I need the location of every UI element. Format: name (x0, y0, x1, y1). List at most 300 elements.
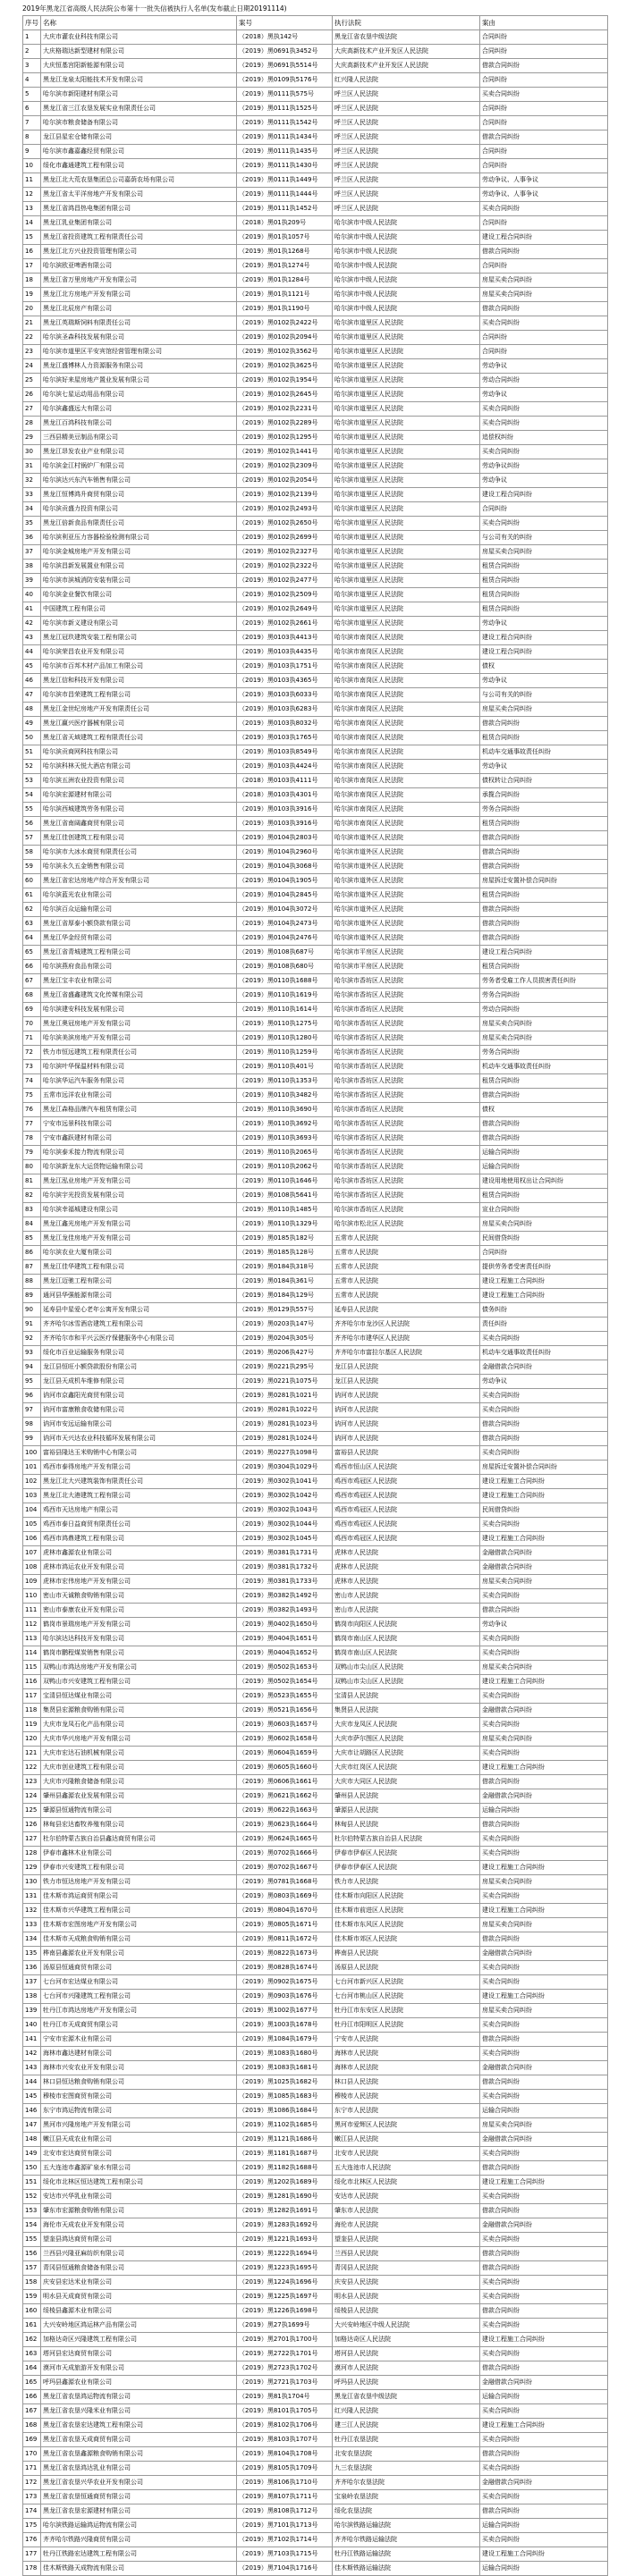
case-number-cell: （2019）黑0185执182号 (237, 1232, 333, 1246)
court-cell: 绥化市北林区人民法院 (333, 2176, 480, 2190)
company-name-cell: 黑龙江佳创建筑工程有限公司 (41, 831, 237, 846)
table-row (23, 2190, 608, 2204)
case-number-cell: （2019）黑1282执1691号 (237, 2204, 333, 2218)
row-number-cell: 110 (23, 1589, 41, 1604)
company-name-cell: 密山市泰康农业开发有限公司 (41, 1604, 237, 1618)
court-cell: 哈尔滨市道里区人民法院 (333, 502, 480, 517)
case-number-cell: （2019）黑0102执2661号 (237, 617, 333, 631)
court-cell: 密山市人民法院 (333, 1604, 480, 1618)
table-row (23, 1775, 608, 1789)
cause-cell: 债权 (480, 1103, 608, 1117)
company-name-cell: 哈尔滨市新阳建材有限公司 (41, 88, 237, 102)
court-cell: 哈尔滨市道里区人民法院 (333, 374, 480, 388)
table-row (23, 674, 608, 688)
cause-cell: 建设工程施工合同纠纷 (480, 2176, 608, 2190)
row-number-cell: 46 (23, 674, 41, 688)
court-cell: 黑龙江省农垦中级法院 (333, 30, 480, 45)
court-cell: 牡丹江市东安区人民法院 (333, 2004, 480, 2018)
case-number-cell: （2019）黑1025执1682号 (237, 2075, 333, 2090)
case-number-cell: （2019）黑0111执1452号 (237, 202, 333, 216)
table-row (23, 2433, 608, 2447)
cause-cell: 租赁合同纠纷 (480, 574, 608, 588)
case-number-cell: （2019）黑0110执3482号 (237, 1089, 333, 1103)
row-number-cell: 135 (23, 1947, 41, 1961)
cause-cell: 买卖合同纠纷 (480, 316, 608, 331)
company-name-cell: 齐齐哈尔冰雪酒店建筑工程有限公司 (41, 1317, 237, 1332)
row-number-cell: 61 (23, 888, 41, 903)
table-row (23, 2161, 608, 2176)
case-number-cell: （2019）黑0102执2493号 (237, 502, 333, 517)
cause-cell: 买卖合同纠纷 (480, 1975, 608, 1990)
court-cell: 哈尔滨市平房区人民法院 (333, 946, 480, 960)
case-number-cell: （2019）黑0103执1751号 (237, 660, 333, 674)
cause-cell: 运输合同纠纷 (480, 2562, 608, 2576)
case-number-cell: （2019）黑7102执1714号 (237, 2533, 333, 2547)
cause-cell: 合同纠纷 (480, 159, 608, 173)
company-name-cell: 哈尔滨蓝光农业有限公司 (41, 888, 237, 903)
cause-cell: 借款合同纠纷 (480, 1418, 608, 1432)
court-cell: 鹤岗市向阳区人民法院 (333, 1618, 480, 1632)
cause-cell: 提供劳务者受害责任纠纷 (480, 1260, 608, 1275)
cause-cell: 劳务合同纠纷 (480, 803, 608, 817)
table-row (23, 1160, 608, 1174)
row-number-cell: 150 (23, 2161, 41, 2176)
row-number-cell: 175 (23, 2519, 41, 2533)
company-name-cell: 黑龙江英瑞斯饲料有限责任公司 (41, 316, 237, 331)
row-number-cell: 155 (23, 2233, 41, 2247)
row-number-cell: 115 (23, 1661, 41, 1675)
case-number-cell: （2019）黑0110执3692号 (237, 1117, 333, 1132)
table-row (23, 1089, 608, 1103)
case-number-cell: （2019）黑0184执129号 (237, 1289, 333, 1303)
cause-cell: 劳务合同纠纷 (480, 989, 608, 1003)
company-name-cell: 黑龙江省农垦鸿运物流有限公司 (41, 2390, 237, 2404)
table-row (23, 1174, 608, 1189)
court-cell: 哈尔滨市道里区人民法院 (333, 531, 480, 545)
row-number-cell: 52 (23, 760, 41, 774)
cause-cell: 借款合同纠纷 (480, 59, 608, 73)
cause-cell: 买卖合同纠纷 (480, 2533, 608, 2547)
row-number-cell: 69 (23, 1003, 41, 1017)
header-cause: 案由 (480, 16, 608, 30)
row-number-cell: 102 (23, 1475, 41, 1489)
case-number-cell: （2019）黑0281执1024号 (237, 1432, 333, 1446)
row-number-cell: 4 (23, 73, 41, 88)
table-row (23, 1303, 608, 1317)
table-row (23, 2204, 608, 2218)
row-number-cell: 112 (23, 1618, 41, 1632)
cause-cell: 运输合同纠纷 (480, 1146, 608, 1160)
table-row (23, 2319, 608, 2333)
table-row (23, 130, 608, 145)
court-cell: 绥化农垦法院 (333, 2504, 480, 2519)
case-number-cell: （2019）黑8102执1706号 (237, 2419, 333, 2433)
table-row (23, 88, 608, 102)
court-cell: 集贤县人民法院 (333, 1704, 480, 1718)
cause-cell: 金融借款合同纠纷 (480, 2376, 608, 2390)
case-number-cell: （2019）黑0111执575号 (237, 88, 333, 102)
cause-cell: 运输合同纠纷 (480, 1160, 608, 1174)
row-number-cell: 39 (23, 574, 41, 588)
case-number-cell: （2019）黑0302执1044号 (237, 1518, 333, 1532)
court-cell: 哈尔滨市香坊区人民法院 (333, 1189, 480, 1203)
court-cell: 讷河市人民法院 (333, 1389, 480, 1403)
row-number-cell: 19 (23, 288, 41, 302)
company-name-cell: 鹤岗市景瑞房地产开发有限公司 (41, 1618, 237, 1632)
cause-cell: 劳务者受雇工作人员损害责任纠纷 (480, 974, 608, 989)
row-number-cell: 80 (23, 1160, 41, 1174)
company-name-cell: 哈尔滨宇光投资发展有限公司 (41, 1189, 237, 1203)
company-name-cell: 哈尔滨贡盛力投资有限公司 (41, 502, 237, 517)
court-cell: 哈尔滨市南岗区人民法院 (333, 660, 480, 674)
company-name-cell: 鸡西市泰得房地产开发有限公司 (41, 1461, 237, 1475)
table-row (23, 1217, 608, 1232)
cause-cell: 借款合同纠纷 (480, 302, 608, 316)
case-number-cell: （2019）黑0102执2477号 (237, 574, 333, 588)
cause-cell: 建设工程施工合同纠纷 (480, 1532, 608, 1546)
case-number-cell: （2019）黑0903执1676号 (237, 1990, 333, 2004)
table-row (23, 1747, 608, 1761)
case-number-cell: （2019）黑81执1704号 (237, 2390, 333, 2404)
table-row (23, 1961, 608, 1975)
case-number-cell: （2019）黑2721执1703号 (237, 2376, 333, 2390)
cause-cell: 买卖合同纠纷 (480, 202, 608, 216)
row-number-cell: 64 (23, 931, 41, 946)
court-cell: 北安市人民法院 (333, 2147, 480, 2161)
case-number-cell: （2019）黑8107执1711号 (237, 2490, 333, 2504)
row-number-cell: 62 (23, 903, 41, 917)
case-number-cell: （2019）黑0111执1435号 (237, 145, 333, 159)
company-name-cell: 绥化市北林区恒达建筑工程有限公司 (41, 2176, 237, 2190)
company-name-cell: 林口县恒达粮食购销有限公司 (41, 2075, 237, 2090)
court-cell: 牡丹江农垦法院 (333, 2433, 480, 2447)
cause-cell: 合同纠纷 (480, 345, 608, 359)
row-number-cell: 139 (23, 2004, 41, 2018)
row-number-cell: 116 (23, 1675, 41, 1689)
row-number-cell: 124 (23, 1789, 41, 1804)
case-number-cell: （2019）黑0110执2062号 (237, 1160, 333, 1174)
case-number-cell: （2019）黑01执1190号 (237, 302, 333, 316)
cause-cell: 借款合同纠纷 (480, 1089, 608, 1103)
company-name-cell: 哈尔滨荣昌农业开发有限公司 (41, 645, 237, 660)
case-number-cell: （2019）黑1224执1696号 (237, 2276, 333, 2290)
company-name-cell: 伊春市鑫林木业有限公司 (41, 1847, 237, 1861)
row-number-cell: 59 (23, 860, 41, 874)
company-name-cell: 黑龙江省万里房地产开发有限公司 (41, 274, 237, 288)
row-number-cell: 28 (23, 417, 41, 431)
company-name-cell: 大庆市龙凤石化产品有限公司 (41, 1718, 237, 1732)
row-number-cell: 109 (23, 1575, 41, 1589)
header-name: 名称 (41, 16, 237, 30)
table-row (23, 1317, 608, 1332)
table-row (23, 2547, 608, 2562)
cause-cell: 责任纠纷 (480, 1317, 608, 1332)
court-cell: 哈尔滨市南岗区人民法院 (333, 774, 480, 788)
company-name-cell: 黑龙江龙泉太阳能技术开发有限公司 (41, 73, 237, 88)
header-no: 序号 (23, 16, 41, 30)
case-number-cell: （2019）黑0302执1042号 (237, 1489, 333, 1503)
company-name-cell: 齐齐哈尔铁路兴隆商贸有限公司 (41, 2533, 237, 2547)
table-row (23, 259, 608, 274)
table-row (23, 431, 608, 445)
cause-cell: 合同纠纷 (480, 1246, 608, 1260)
table-row (23, 1675, 608, 1689)
court-cell: 哈尔滨市道里区人民法院 (333, 560, 480, 574)
table-row (23, 1246, 608, 1260)
row-number-cell: 106 (23, 1532, 41, 1546)
table-row (23, 774, 608, 788)
table-row (23, 1275, 608, 1289)
table-row (23, 2347, 608, 2361)
row-number-cell: 73 (23, 1060, 41, 1074)
case-number-cell: （2019）黑0110执1259号 (237, 1046, 333, 1060)
table-row (23, 631, 608, 645)
table-row (23, 202, 608, 216)
row-number-cell: 14 (23, 216, 41, 231)
company-name-cell: 黑龙江倍新食品有限责任公司 (41, 517, 237, 531)
case-number-cell: （2019）黑0108执687号 (237, 946, 333, 960)
table-row (23, 331, 608, 345)
row-number-cell: 48 (23, 703, 41, 717)
court-cell: 伊春市伊春区人民法院 (333, 1861, 480, 1875)
court-cell: 宝清县人民法院 (333, 1689, 480, 1704)
company-name-cell: 黑龙江森格品牌汽车租赁有限公司 (41, 1103, 237, 1117)
cause-cell: 买卖合同纠纷 (480, 445, 608, 459)
company-name-cell: 大庆市宏达石油机械有限公司 (41, 1747, 237, 1761)
case-number-cell: （2019）黑0227执1098号 (237, 1446, 333, 1461)
case-number-cell: （2019）黑0622执1663号 (237, 1804, 333, 1818)
table-row (23, 974, 608, 989)
court-cell: 哈尔滨市道里区人民法院 (333, 574, 480, 588)
header-court: 执行法院 (333, 16, 480, 30)
court-cell: 哈尔滨市南岗区人民法院 (333, 703, 480, 717)
row-number-cell: 158 (23, 2276, 41, 2290)
case-number-cell: （2019）黑0382执1492号 (237, 1589, 333, 1604)
row-number-cell: 160 (23, 2304, 41, 2319)
cause-cell: 买卖合同纠纷 (480, 2147, 608, 2161)
table-row (23, 2462, 608, 2476)
table-row (23, 517, 608, 531)
table-row (23, 59, 608, 73)
court-cell: 哈尔滨市南岗区人民法院 (333, 817, 480, 831)
company-name-cell: 哈尔滨华运汽车服务有限公司 (41, 1074, 237, 1089)
company-name-cell: 大庆恒基宫阳新能源有限公司 (41, 59, 237, 73)
cause-cell: 宣业合同纠纷 (480, 1203, 608, 1217)
court-cell: 海林市人民法院 (333, 2047, 480, 2061)
cause-cell: 民间借贷纠纷 (480, 1232, 608, 1246)
court-cell: 密山市人民法院 (333, 1589, 480, 1604)
cause-cell: 合同纠纷 (480, 259, 608, 274)
row-number-cell: 15 (23, 231, 41, 245)
company-name-cell: 黑龙江省农垦天成商贸有限公司 (41, 2433, 237, 2447)
case-number-cell: （2019）黑0102执2094号 (237, 331, 333, 345)
company-name-cell: 黑龙江省农垦宏达建筑工程有限公司 (41, 2419, 237, 2433)
row-number-cell: 159 (23, 2290, 41, 2304)
row-number-cell: 111 (23, 1604, 41, 1618)
table-row (23, 1632, 608, 1646)
cause-cell: 借款合同纠纷 (480, 903, 608, 917)
court-cell: 哈尔滨市香坊区人民法院 (333, 1060, 480, 1074)
cause-cell: 买卖合同纠纷 (480, 517, 608, 531)
company-name-cell: 哈尔滨农业大厦有限公司 (41, 1246, 237, 1260)
cause-cell: 金融借款合同纠纷 (480, 2218, 608, 2233)
row-number-cell: 137 (23, 1975, 41, 1990)
table-row (23, 1618, 608, 1632)
company-name-cell: 黑龙江佳华建筑工程有限公司 (41, 1260, 237, 1275)
table-row (23, 1360, 608, 1375)
company-name-cell: 黑龙江北大兴建筑装饰有限责任公司 (41, 1475, 237, 1489)
company-name-cell: 鸡西市泰日益商贸有限责任公司 (41, 1518, 237, 1532)
company-name-cell: 明水县天成商贸有限公司 (41, 2290, 237, 2304)
table-row (23, 1818, 608, 1832)
company-name-cell: 双鸭山市兴安建筑工程有限公司 (41, 1675, 237, 1689)
company-name-cell: 鸡西市鸿鼎建筑工程有限公司 (41, 1532, 237, 1546)
company-name-cell: 黑龙江金世纪房地产开发有限责任公司 (41, 703, 237, 717)
table-row (23, 173, 608, 188)
cause-cell: 运输合同纠纷 (480, 2104, 608, 2118)
court-cell: 佳木斯市郊区人民法院 (333, 1932, 480, 1947)
cause-cell: 买卖合同纠纷 (480, 1446, 608, 1461)
row-number-cell: 65 (23, 946, 41, 960)
court-cell: 哈尔滨市道里区人民法院 (333, 545, 480, 560)
case-number-cell: （2019）黑0102执2139号 (237, 488, 333, 502)
company-name-cell: 虎林市鸿运农业开发有限公司 (41, 1561, 237, 1575)
cause-cell: 劳动争议 (480, 388, 608, 402)
row-number-cell: 36 (23, 531, 41, 545)
court-cell: 富裕县人民法院 (333, 1446, 480, 1461)
cause-cell: 房屋买卖合同纠纷 (480, 703, 608, 717)
case-number-cell: （2019）黑0110执1646号 (237, 1174, 333, 1189)
company-name-cell: 宁安市远景科技有限公司 (41, 1117, 237, 1132)
cause-cell: 金融借款合同纠纷 (480, 2476, 608, 2490)
cause-cell: 房屋买卖合同纠纷 (480, 1732, 608, 1747)
row-number-cell: 128 (23, 1847, 41, 1861)
company-name-cell: 嫩江县天成农业有限公司 (41, 2133, 237, 2147)
case-number-cell: （2019）黑0102执2327号 (237, 545, 333, 560)
company-name-cell: 哈尔滨市鑫嘉鑫经贸有限公司 (41, 145, 237, 159)
row-number-cell: 40 (23, 588, 41, 602)
cause-cell: 房屋买卖合同纠纷 (480, 1017, 608, 1031)
row-number-cell: 157 (23, 2261, 41, 2276)
cause-cell: 借款合同纠纷 (480, 130, 608, 145)
table-row (23, 2404, 608, 2419)
row-number-cell: 26 (23, 388, 41, 402)
case-number-cell: （2019）黑0102执2231号 (237, 402, 333, 417)
row-number-cell: 33 (23, 488, 41, 502)
company-name-cell: 大庆格瑞达新型建材有限公司 (41, 45, 237, 59)
company-name-cell: 哈尔滨鑫盛远大有限公司 (41, 402, 237, 417)
company-name-cell: 哈尔滨昌新发展置业有限公司 (41, 560, 237, 574)
cause-cell: 合同纠纷 (480, 331, 608, 345)
court-cell: 哈尔滨市道里区人民法院 (333, 459, 480, 474)
case-number-cell: （2019）黑01执1057号 (237, 231, 333, 245)
row-number-cell: 35 (23, 517, 41, 531)
court-cell: 鹤岗市南山区人民法院 (333, 1646, 480, 1661)
cause-cell: 借款合同纠纷 (480, 2361, 608, 2376)
cause-cell: 建设工程施工合同纠纷 (480, 1275, 608, 1289)
table-row (23, 1489, 608, 1503)
row-number-cell: 132 (23, 1904, 41, 1918)
court-cell: 青冈县人民法院 (333, 2261, 480, 2276)
table-row (23, 231, 608, 245)
company-name-cell: 望奎县鸿达商贸有限公司 (41, 2233, 237, 2247)
row-number-cell: 142 (23, 2047, 41, 2061)
court-cell: 哈尔滨市道里区人民法院 (333, 602, 480, 617)
row-number-cell: 119 (23, 1718, 41, 1732)
cause-cell: 房屋买卖合同纠纷 (480, 2004, 608, 2018)
court-cell: 哈尔滨市道里区人民法院 (333, 345, 480, 359)
company-name-cell: 哈尔滨科林天悦大酒店有限公司 (41, 760, 237, 774)
court-cell: 哈尔滨市香坊区人民法院 (333, 1174, 480, 1189)
case-number-cell: （2019）黑2723执1702号 (237, 2361, 333, 2376)
cause-cell: 借款合同纠纷 (480, 2304, 608, 2319)
table-row (23, 1904, 608, 1918)
row-number-cell: 37 (23, 545, 41, 560)
cause-cell: 劳动合同纠纷 (480, 1003, 608, 1017)
cause-cell: 建设工程施工合同纠纷 (480, 1861, 608, 1875)
company-name-cell: 黑龙江省太平洋房地产开发有限公司 (41, 188, 237, 202)
court-cell: 哈尔滨市道里区人民法院 (333, 316, 480, 331)
cause-cell: 机动车交通事故责任纠纷 (480, 1346, 608, 1360)
court-cell: 呼兰区人民法院 (333, 88, 480, 102)
case-number-cell: （2019）黑0902执1675号 (237, 1975, 333, 1990)
row-number-cell: 131 (23, 1890, 41, 1904)
case-number-cell: （2019）黑2722执1701号 (237, 2347, 333, 2361)
cause-cell: 房屋买卖合同纠纷 (480, 1217, 608, 1232)
row-number-cell: 105 (23, 1518, 41, 1532)
cause-cell: 借款合同纠纷 (480, 2261, 608, 2276)
row-number-cell: 89 (23, 1289, 41, 1303)
company-name-cell: 塔河县宏达商贸有限公司 (41, 2347, 237, 2361)
case-number-cell: （2019）黑0102执2699号 (237, 531, 333, 545)
company-name-cell: 哈尔滨金城房地产开发有限公司 (41, 545, 237, 560)
table-row (23, 1532, 608, 1546)
court-cell: 双鸭山市尖山区人民法院 (333, 1661, 480, 1675)
row-number-cell: 74 (23, 1074, 41, 1089)
court-cell: 哈尔滨市南岗区人民法院 (333, 803, 480, 817)
table-row (23, 1875, 608, 1890)
case-number-cell: （2019）黑1086执1684号 (237, 2104, 333, 2118)
case-number-cell: （2019）黑0111执1525号 (237, 102, 333, 116)
row-number-cell: 170 (23, 2447, 41, 2462)
row-number-cell: 107 (23, 1546, 41, 1561)
table-row (23, 1446, 608, 1461)
row-number-cell: 1 (23, 30, 41, 45)
cause-cell: 房屋买卖合同纠纷 (480, 1875, 608, 1890)
case-number-cell: （2019）黑0502执1653号 (237, 1661, 333, 1675)
row-number-cell: 11 (23, 173, 41, 188)
court-cell: 肇州县人民法院 (333, 1789, 480, 1804)
table-row (23, 860, 608, 874)
row-number-cell: 104 (23, 1503, 41, 1518)
cause-cell: 买卖合同纠纷 (480, 1689, 608, 1704)
row-number-cell: 95 (23, 1375, 41, 1389)
court-cell: 哈尔滨市道里区人民法院 (333, 402, 480, 417)
case-number-cell: （2019）黑8104执1708号 (237, 2447, 333, 2462)
table-row (23, 688, 608, 703)
row-number-cell: 103 (23, 1489, 41, 1503)
table-row (23, 288, 608, 302)
row-number-cell: 100 (23, 1446, 41, 1461)
case-number-cell: （2019）黑1281执1690号 (237, 2190, 333, 2204)
table-body (23, 16, 608, 2576)
case-number-cell: （2019）黑8106执1710号 (237, 2476, 333, 2490)
cause-cell: 租赁合同纠纷 (480, 588, 608, 602)
case-number-cell: （2019）黑0111执1449号 (237, 173, 333, 188)
company-name-cell: 鹤岗市鹏程煤炭销售有限公司 (41, 1646, 237, 1661)
table-row (23, 2047, 608, 2061)
case-number-cell: （2019）黑0702执1667号 (237, 1861, 333, 1875)
